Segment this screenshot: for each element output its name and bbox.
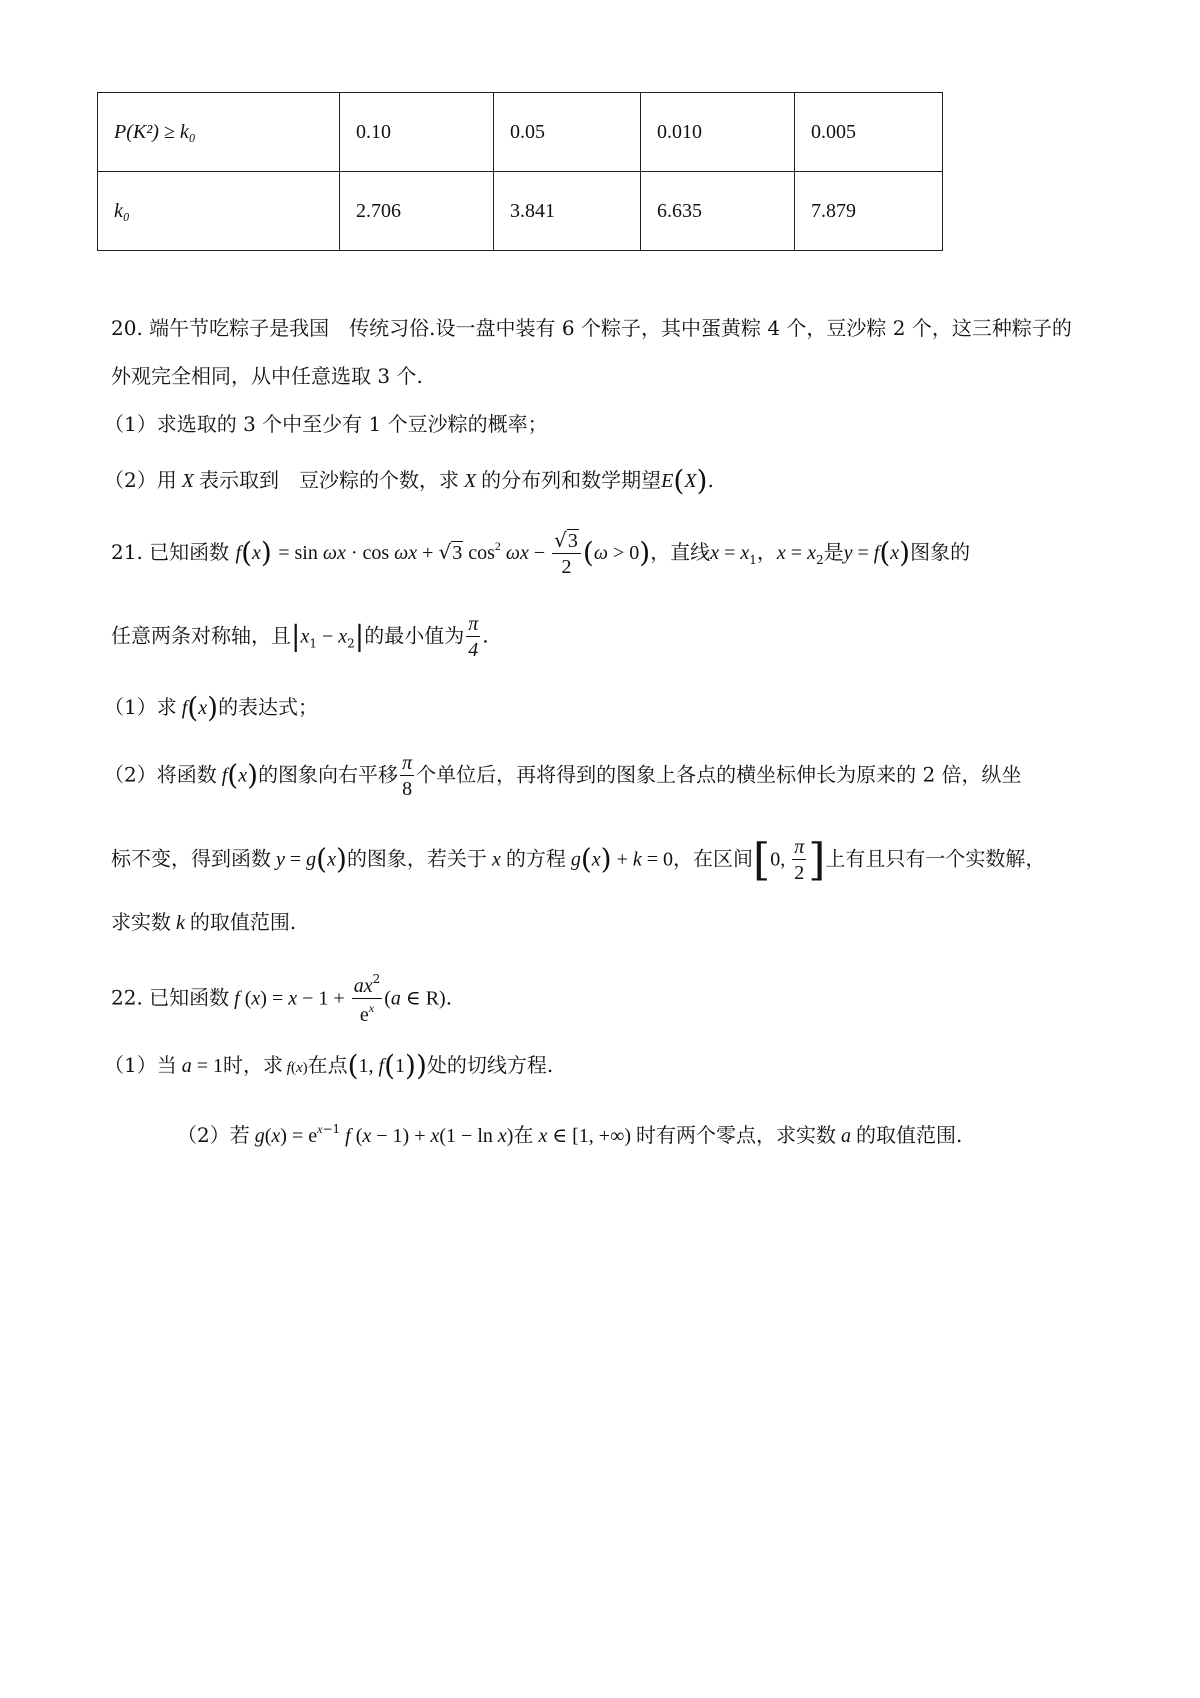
table-row (98, 172, 943, 251)
table-cell: 0.010 (641, 93, 795, 172)
table-cell: 3.841 (494, 172, 641, 251)
table-cell: 7.879 (795, 172, 943, 251)
q20-line2: 外观完全相同，从中任意选取 3 个. (111, 364, 423, 388)
q22-part1: （1）当 a = 1时，求 f(x)在点(1, f(1))处的切线方程. (104, 1049, 554, 1082)
q21-part2-line2: 标不变，得到函数 y = g(x)的图象，若关于 x 的方程 g(x) + k = 0，在区间[0, $\frac{\pi}{2}$ ]上有且只有一个实数解， (111, 834, 1046, 886)
table-cell-label: P(K²) ≥ k₀ (98, 93, 340, 172)
table-cell: 6.635 (641, 172, 795, 251)
q20-part1: （1）求选取的 3 个中至少有 1 个豆沙粽的概率； (104, 412, 548, 436)
q21-part2-line1: （2）将函数 f(x)的图象向右平移 $\frac{\pi}{8}$ 个单位后，再将得到的图象上各点的横坐标伸长为原来的 2 倍，纵坐 (104, 752, 1022, 800)
critical-value-table (97, 92, 943, 251)
table-cell: 2.706 (340, 172, 494, 251)
q21-line2: 任意两条对称轴，且$|x_1 - x_2|$的最小值为 $\frac{\pi}{4}$ . (111, 613, 489, 661)
table-cell: 0.05 (494, 93, 641, 172)
table-cell: 0.10 (340, 93, 494, 172)
q20-part2: （2）用 X 表示取到 豆沙粽的个数，求 X 的分布列和数学期望E(X). (104, 464, 714, 497)
q22-line1: 22. 已知函数 f (x) = x − 1 + $\frac{ax^2}{e^x}$ (a ∈ R). (111, 972, 453, 1026)
q21-line1: 21. 已知函数 f(x) = sin ωx · cos ωx + √3 $\cos^2 \omega x$ − $\frac{√3}{2}$ (ω > 0)，直线$x = x_1$，$x = x_2$是y = f(x)图象的 (111, 528, 971, 578)
q21-part1: （1）求 f(x)的表达式； (104, 691, 319, 724)
table-row (98, 93, 943, 172)
table-cell: 0.005 (795, 93, 943, 172)
q21-part2-line3: 求实数 k 的取值范围. (111, 910, 297, 934)
q22-part2: （2）若 $g(x) = e^{x-1}$ f (x − 1) + x(1 − ln x)在 x ∈ [1, +∞) 时有两个零点，求实数 a 的取值范围. (177, 1122, 963, 1147)
q20-line1: 20. 端午节吃粽子是我国 传统习俗.设一盘中装有 6 个粽子，其中蛋黄粽 4 个，豆沙粽 2 个，这三种粽子的 (111, 316, 1072, 340)
table-cell-label: k₀ (98, 172, 340, 251)
